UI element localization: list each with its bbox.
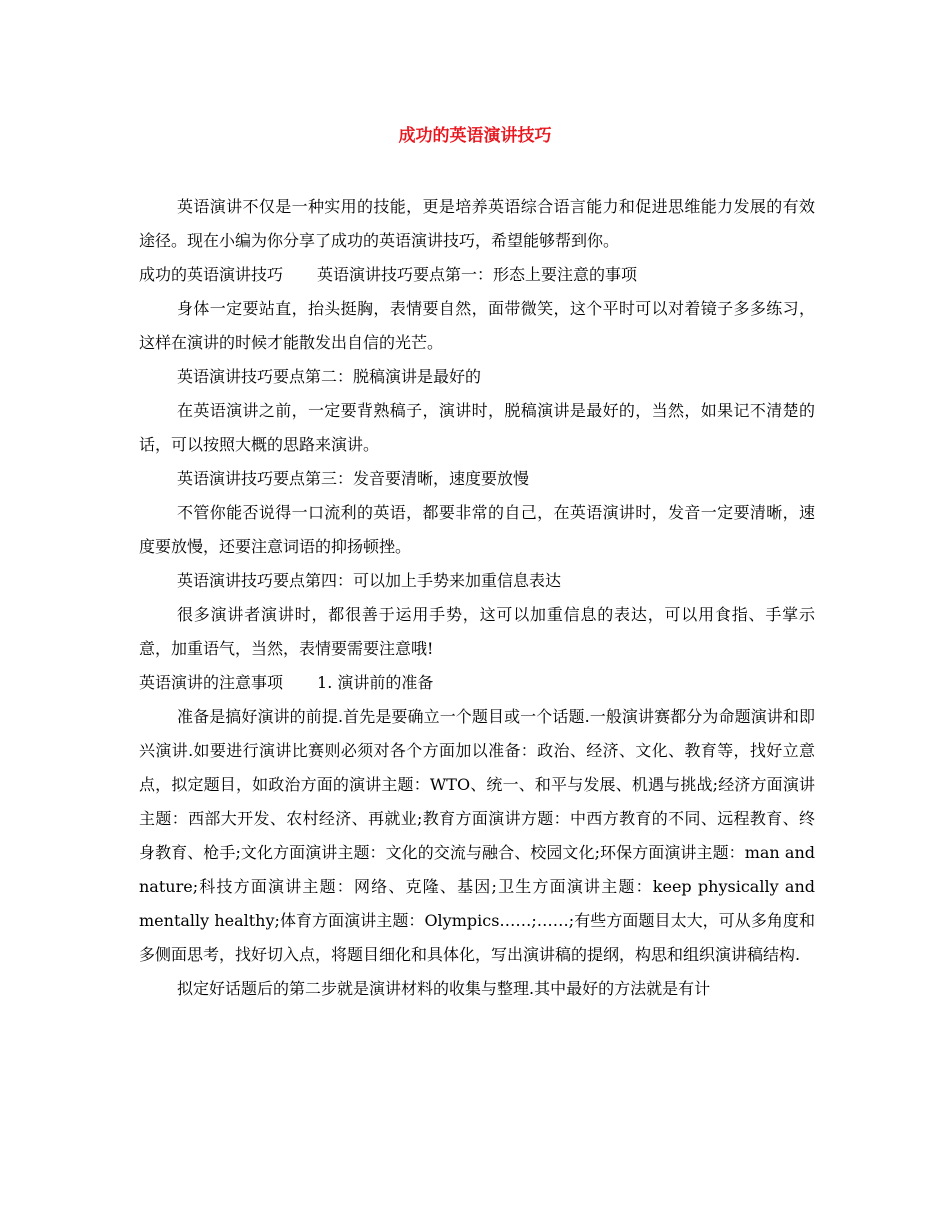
point-heading: 英语演讲技巧要点第四：可以加上手势来加重信息表达	[177, 571, 562, 590]
section-heading-row	[139, 258, 815, 292]
materials-paragraph: 拟定好话题后的第二步就是演讲材料的收集与整理.其中最好的方法就是有计	[177, 979, 711, 998]
subsection-heading: 1. 演讲前的准备	[317, 673, 434, 692]
point-body: 在英语演讲之前，一定要背熟稿子，演讲时，脱稿演讲是最好的，当然，如果记不清楚的话，可以按照大概的思路来演讲。	[139, 401, 815, 454]
point-body: 很多演讲者演讲时，都很善于运用手势，这可以加重信息的表达，可以用食指、手掌示意，加重语气，当然，表情要需要注意哦!	[139, 605, 815, 658]
document-title: 成功的英语演讲技巧	[398, 126, 552, 146]
point-heading: 英语演讲技巧要点第三：发音要清晰，速度要放慢	[177, 469, 530, 488]
section-label: 成功的英语演讲技巧	[139, 265, 284, 284]
document-body	[139, 190, 815, 1006]
section-label: 英语演讲的注意事项	[139, 673, 284, 692]
point-heading: 英语演讲技巧要点第一：形态上要注意的事项	[317, 265, 638, 284]
point-heading: 英语演讲技巧要点第二：脱稿演讲是最好的	[177, 367, 482, 386]
point-body: 不管你能否说得一口流利的英语，都要非常的自己，在英语演讲时，发音一定要清晰，速度要放慢，还要注意词语的抑扬顿挫。	[139, 503, 815, 556]
intro-paragraph: 英语演讲不仅是一种实用的技能，更是培养英语综合语言能力和促进思维能力发展的有效途径。现在小编为你分享了成功的英语演讲技巧，希望能够帮到你。	[139, 197, 815, 250]
preparation-paragraph: 准备是搞好演讲的前提.首先是要确立一个题目或一个话题.一般演讲赛都分为命题演讲和即兴演讲.如要进行演讲比赛则必须对各个方面加以准备：政治、经济、文化、教育等，找好立意点，拟定题目，如政治方面的演讲主题：WTO、统一、和平与发展、机遇与挑战;经济方面演讲主题：西部大开发、农村经济、再就业;教育方面演讲方题：中西方教育的不同、远程教育、终身教育、枪手;文化方面演讲主题：文化的交流与融合、校园文化;环保方面演讲主题：man and nature;科技方面演讲主题：网络、克隆、基因;卫生方面演讲主题：keep physically and mentally healthy;体育方面演讲主题：Olympics……;……;有些方面题目太大，可从多角度和多侧面思考，找好切入点，将题目细化和具体化，写出演讲稿的提纲，构思和组织演讲稿结构.	[139, 707, 815, 964]
point-body: 身体一定要站直，抬头挺胸，表情要自然，面带微笑，这个平时可以对着镜子多多练习，这样在演讲的时候才能散发出自信的光芒。	[139, 299, 815, 352]
section-heading-row	[139, 666, 815, 700]
